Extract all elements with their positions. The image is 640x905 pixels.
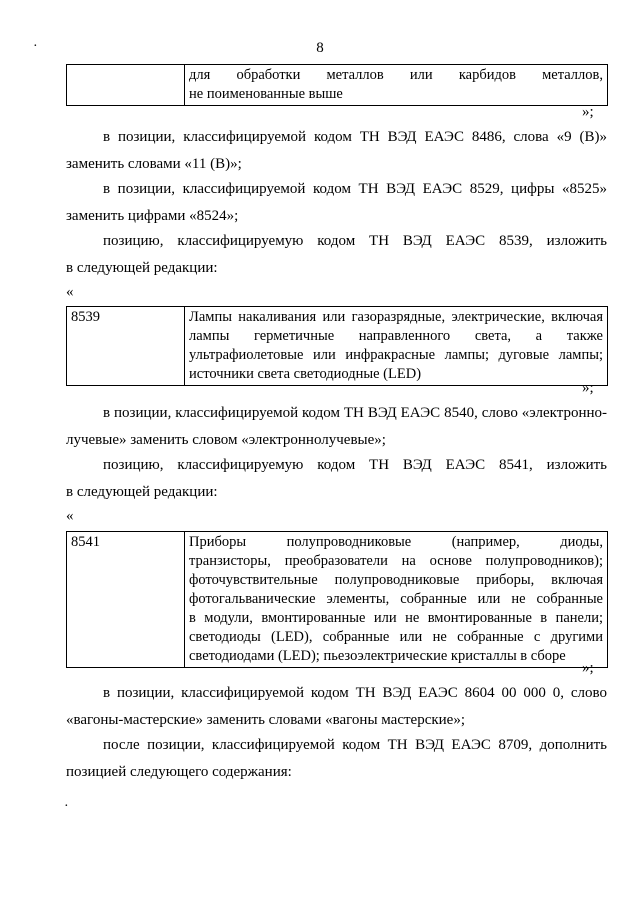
paragraph-line: в позиции, классифицируемой кодом ТН ВЭД ЕАЭС 8540, слово «электронно-	[103, 405, 607, 421]
description-line: ультрафиолетовые или инфракрасные лампы; дуговые лампы;	[189, 347, 603, 363]
paragraph-line: позицию, классифицируемую кодом ТН ВЭД ЕАЭС 8539, изложить	[103, 233, 607, 249]
paragraph-line: в позиции, классифицируемой кодом ТН ВЭД ЕАЭС 8529, цифры «8525»	[103, 181, 607, 197]
description-cell	[185, 307, 608, 386]
table-continuation	[66, 64, 608, 106]
description-line: Приборы полупроводниковые (например, диоды,	[189, 534, 603, 550]
table-8539	[66, 306, 608, 386]
closing-quote: »;	[582, 660, 594, 676]
description-line: светодиодами (LED); пьезоэлектрические кристаллы в сборе	[189, 648, 566, 664]
scan-mark: ·	[64, 799, 69, 814]
paragraph-line: в следующей редакции:	[66, 484, 218, 500]
code-cell	[67, 65, 185, 106]
paragraph	[66, 228, 607, 282]
description-line: в модули, вмонтированные или не вмонтированные в панели;	[189, 610, 603, 626]
paragraph	[66, 452, 607, 506]
scan-mark: ·	[33, 39, 38, 54]
paragraph-line: лучевые» заменить словом «электроннолучевые»;	[66, 432, 386, 448]
description-line: источники света светодиодные (LED)	[189, 366, 422, 382]
paragraph	[66, 176, 607, 230]
code-cell: 8541	[67, 532, 185, 668]
paragraph-line: «вагоны-мастерские» заменить словами «вагоны мастерские»;	[66, 712, 466, 728]
paragraph	[66, 124, 607, 178]
table-8541	[66, 531, 608, 668]
paragraph	[66, 400, 607, 454]
code-cell: 8539	[67, 307, 185, 386]
paragraph-line: после позиции, классифицируемой кодом ТН ВЭД ЕАЭС 8709, дополнить	[103, 737, 607, 753]
table-row	[67, 532, 608, 668]
description-line: светодиоды (LED), собранные или не собранные с другими	[189, 629, 603, 645]
description-cell	[185, 65, 608, 106]
description-line: для обработки металлов или карбидов металлов,	[189, 67, 603, 83]
paragraph-line: в позиции, классифицируемой кодом ТН ВЭД ЕАЭС 8486, слова «9 (В)»	[103, 129, 607, 145]
closing-quote: »;	[582, 104, 594, 120]
description-line: не поименованные выше	[189, 86, 343, 102]
opening-quote: «	[66, 508, 74, 524]
table-row	[67, 307, 608, 386]
description-cell	[185, 532, 608, 668]
closing-quote: »;	[582, 380, 594, 396]
paragraph-line: в следующей редакции:	[66, 260, 218, 276]
page-number: 8	[316, 40, 324, 56]
description-line: фотогальванические элементы, собранные или не собранные	[189, 591, 603, 607]
paragraph-line: заменить словами «11 (В)»;	[66, 156, 242, 172]
table-row	[67, 65, 608, 106]
paragraph-line: в позиции, классифицируемой кодом ТН ВЭД ЕАЭС 8604 00 000 0, слово	[103, 685, 607, 701]
description-line: фоточувствительные полупроводниковые приборы, включая	[189, 572, 603, 588]
description-line: лампы герметичные направленного света, а также	[189, 328, 603, 344]
paragraph-line: позицией следующего содержания:	[66, 764, 292, 780]
description-line: транзисторы, преобразователи на основе полупроводников);	[189, 553, 603, 569]
opening-quote: «	[66, 284, 74, 300]
paragraph	[66, 732, 607, 786]
paragraph-line: заменить цифрами «8524»;	[66, 208, 239, 224]
paragraph-line: позицию, классифицируемую кодом ТН ВЭД ЕАЭС 8541, изложить	[103, 457, 607, 473]
paragraph	[66, 680, 607, 734]
description-line: Лампы накаливания или газоразрядные, электрические, включая	[189, 309, 603, 325]
